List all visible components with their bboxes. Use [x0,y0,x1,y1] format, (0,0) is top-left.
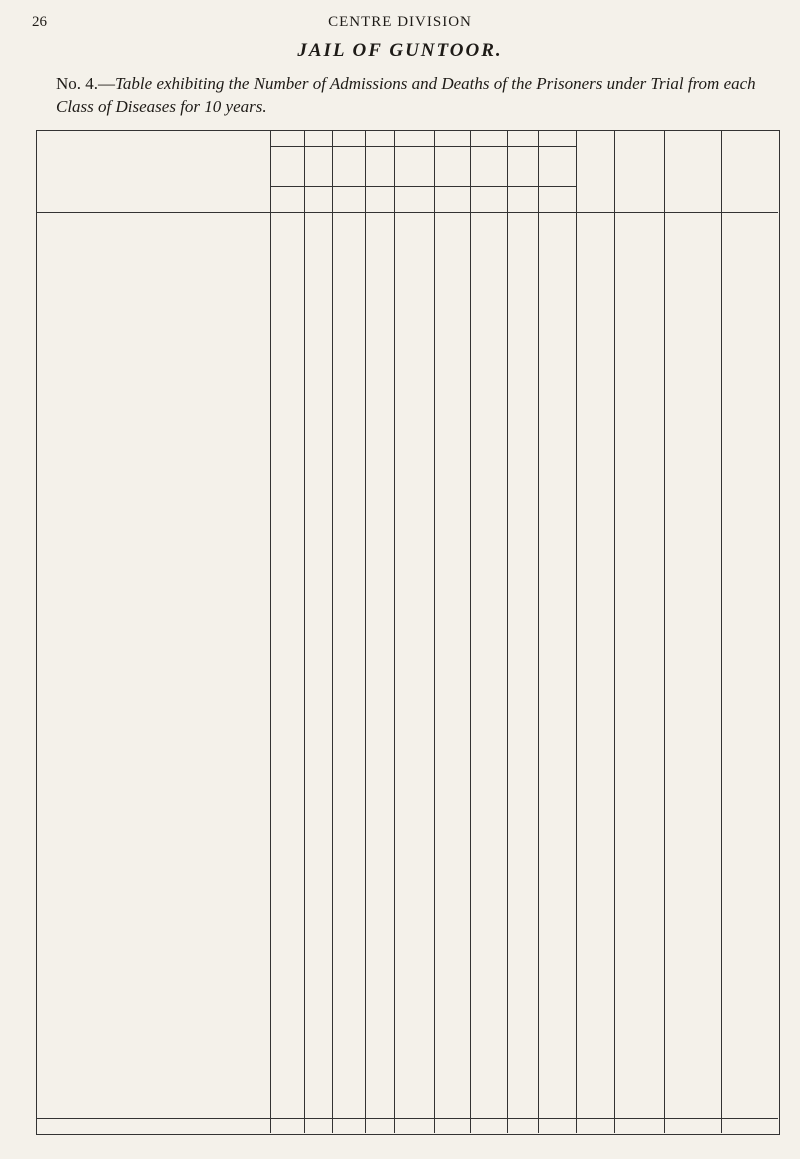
table-caption [56,72,776,118]
page-number: 26 [32,14,47,30]
column-rule [434,130,435,1133]
caption-text: Table exhibiting the Number of Admissions and Deaths of the Prisoners under Trial from each Class of Diseases for 10 years. [56,74,756,116]
column-rule [576,130,577,1133]
column-rule [304,130,305,1133]
column-rule [721,130,722,1133]
column-rule [614,130,615,1133]
column-rule [664,130,665,1133]
caption-number: No. 4.— [56,74,116,93]
column-rule [538,130,539,1133]
row-rule [270,186,576,187]
column-rule [270,130,271,1133]
column-rule [507,130,508,1133]
row-rule [270,146,576,147]
running-head: CENTRE DIVISION [328,14,472,30]
column-rule [332,130,333,1133]
row-rule [36,1118,778,1119]
page-title: JAIL OF GUNTOOR. [297,40,503,61]
column-rule [365,130,366,1133]
column-rule [470,130,471,1133]
table-frame [36,130,780,1135]
column-rule [394,130,395,1133]
row-rule [36,212,778,213]
